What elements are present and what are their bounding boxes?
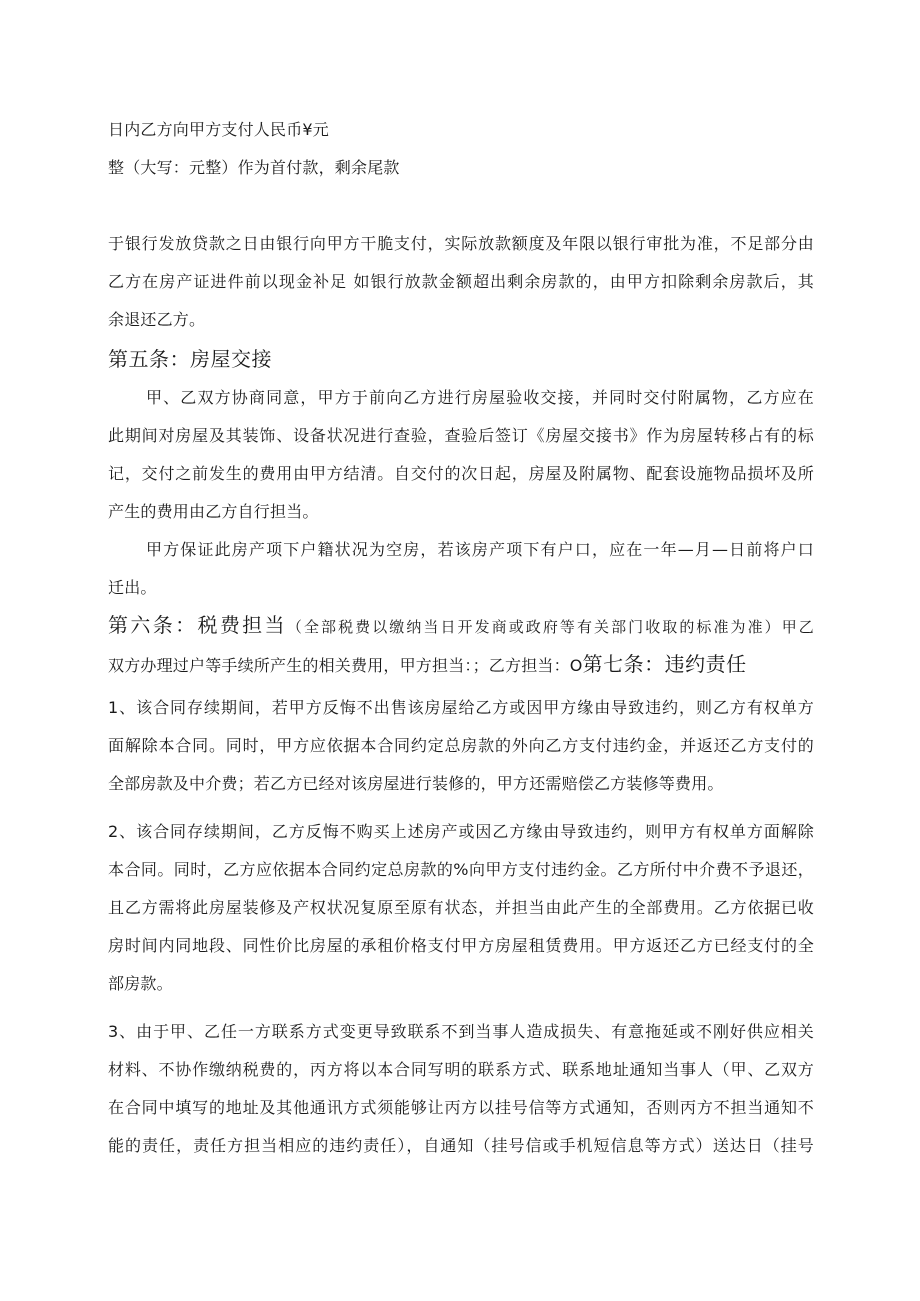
article7-item2-line-3: 且乙方需将此房屋装修及产权状况复原至原有状态，并担当由此产生的全部费用。乙方依据已收 (108, 898, 814, 917)
article6-note: （全部税费以缴纳当日开发商或政府等有关部门收取的标准为准）甲乙 (286, 618, 814, 636)
article5-heading: 第五条：房屋交接 (108, 347, 272, 371)
article6-line-2 (108, 653, 747, 677)
article7-item3-line-1: 3、由于甲、乙任一方联系方式变更导致联系不到当事人造成损失、有意拖延或不刚好供应相关 (108, 1022, 814, 1041)
article7-item3-line-4: 能的责任，责任方担当相应的违约责任），自通知（挂号信或手机短信息等方式）送达日（挂号 (108, 1136, 814, 1155)
article5-para1-line-3: 记，交付之前发生的费用由甲方结清。自交付的次日起，房屋及附属物、配套设施物品损坏及所 (108, 464, 814, 483)
article6-line-1 (108, 614, 814, 638)
article5-para1-line-2: 此期间对房屋及其装饰、设备状况进行查验，查验后签订《房屋交接书》作为房屋转移占有的标 (108, 426, 814, 445)
article6-line-2-text: 双方办理过户等手续所产生的相关费用，甲方担当：；乙方担当：O (108, 656, 583, 675)
article6-heading: 第六条：税费担当 (108, 613, 287, 637)
article7-item3-line-3: 在合同中填写的地址及其他通讯方式须能够让丙方以挂号信等方式通知，否则丙方不担当通知不 (108, 1098, 814, 1117)
loan-paragraph-line-2: 乙方在房产证进件前以现金补足 如银行放款金额超出剩余房款的，由甲方扣除剩余房款后，其 (108, 272, 814, 291)
article7-item1-line-1: 1、该合同存续期间，若甲方反悔不出售该房屋给乙方或因甲方缘由导致违约，则乙方有权单方 (108, 698, 814, 717)
article7-item3-line-2: 材料、不协作缴纳税费的，丙方将以本合同写明的联系方式、联系地址通知当事人（甲、乙双方 (108, 1060, 814, 1079)
article7-item2-line-2: 本合同。同时，乙方应依据本合同约定总房款的%向甲方支付违约金。乙方所付中介费不予退还， (108, 860, 814, 879)
article7-item1-line-2: 面解除本合同。同时，甲方应依据本合同约定总房款的外向乙方支付违约金，并返还乙方支付的 (108, 736, 814, 755)
article7-heading: 第七条：违约责任 (582, 652, 747, 676)
article5-para1-line-1: 甲、乙双方协商同意，甲方于前向乙方进行房屋验收交接，并同时交付附属物，乙方应在 (146, 388, 814, 407)
article5-para2-line-1: 甲方保证此房产项下户籍状况为空房，若该房产项下有户口，应在一年—月—日前将户口 (146, 540, 814, 559)
article7-item2-line-4: 房时间内同地段、同性价比房屋的承租价格支付甲方房屋租赁费用。甲方返还乙方已经支付的全 (108, 936, 814, 955)
article7-item2-line-1: 2、该合同存续期间，乙方反悔不购买上述房产或因乙方缘由导致违约，则甲方有权单方面解除 (108, 822, 814, 841)
payment-line-2: 整（大写：元整）作为首付款，剩余尾款 (108, 158, 400, 177)
article7-item1-line-3: 全部房款及中介费；若乙方已经对该房屋进行装修的，甲方还需赔偿乙方装修等费用。 (108, 774, 724, 793)
payment-line-1: 日内乙方向甲方支付人民币¥元 (108, 120, 329, 139)
article7-item2-line-5: 部房款。 (108, 974, 173, 993)
loan-paragraph-line-1: 于银行发放贷款之日由银行向甲方干脆支付，实际放款额度及年限以银行审批为准，不足部分由 (108, 234, 814, 253)
loan-paragraph-line-3: 余退还乙方。 (108, 310, 206, 329)
article5-para1-line-4: 产生的费用由乙方自行担当。 (108, 502, 319, 521)
article5-para2-line-2: 迁出。 (108, 578, 157, 597)
